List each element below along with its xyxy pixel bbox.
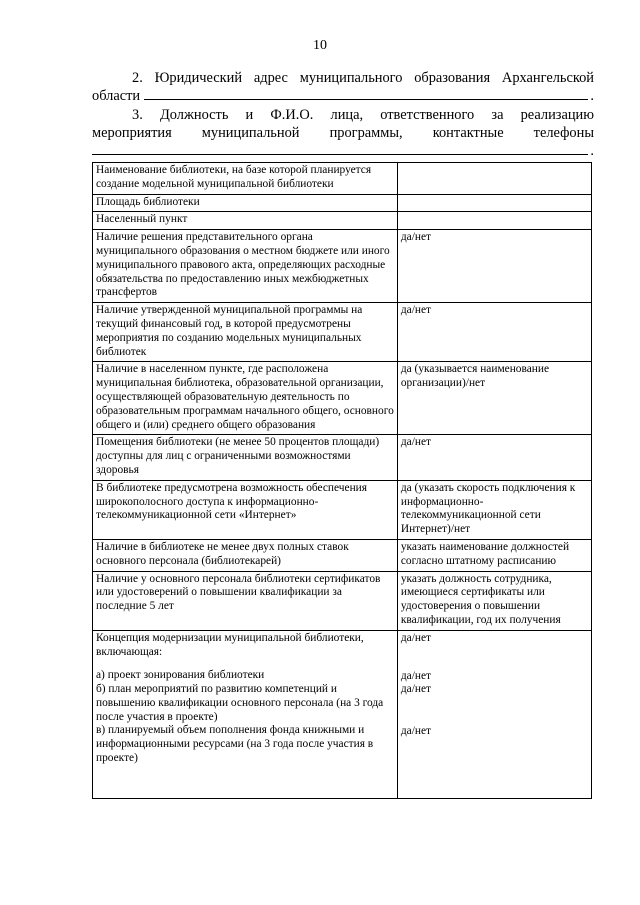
concept-item-staff-plan-value: да/нет bbox=[400, 683, 431, 696]
table-cell-concept-values bbox=[397, 630, 591, 798]
table-cell-concept-label bbox=[93, 630, 398, 798]
concept-item-zoning: а) проект зонирования библиотеки bbox=[96, 669, 265, 682]
spacer bbox=[401, 697, 588, 711]
table-row bbox=[93, 362, 592, 435]
table-cell-value: да (указывается наименование организации)/нет bbox=[397, 362, 591, 435]
table-cell-label: Площадь библиотеки bbox=[93, 194, 398, 212]
table-cell-label: Помещения библиотеки (не менее 50 процентов площади) доступны для лиц с ограниченными возможностями здоровья bbox=[93, 435, 398, 480]
spacer bbox=[401, 711, 588, 725]
legal-address-line-1: 2. Юридический адрес муниципального образования Архангельской bbox=[132, 70, 594, 86]
table-row bbox=[93, 571, 592, 630]
table-cell-value: указать должность сотрудника, имеющиеся сертификаты или удостоверения о повышении квалификации, год их получения bbox=[397, 571, 591, 630]
table-cell-label: В библиотеке предусмотрена возможность обеспечения широкополосного доступа к информационно-телекоммуникационной сети «Интернет» bbox=[93, 480, 398, 539]
table-cell-value: указать наименование должностей согласно штатному расписанию bbox=[397, 539, 591, 571]
concept-item-zoning-value: да/нет bbox=[400, 669, 431, 682]
concept-value: да/нет bbox=[400, 631, 431, 644]
table-row bbox=[93, 480, 592, 539]
table-row bbox=[93, 539, 592, 571]
table-row-concept bbox=[93, 630, 592, 798]
concept-item-staff-plan: б) план мероприятий по развитию компетенций и повышению квалификации основного персонала (на 3 года после участия в проекте) bbox=[96, 683, 384, 723]
table-cell-label: Населенный пункт bbox=[93, 212, 398, 230]
legal-address-blank-line bbox=[144, 98, 588, 100]
table-row bbox=[93, 163, 592, 195]
table-cell-label: Наличие в населенном пункте, где расположена муниципальная библиотека, образовательной организации, осуществляющей образовательную деятельность по образовательным программам начального общего, основного общего и (или) среднего общего образования bbox=[93, 362, 398, 435]
spacer bbox=[401, 646, 588, 660]
table-cell-value: да/нет bbox=[397, 230, 591, 303]
table-cell-value bbox=[397, 163, 591, 195]
legal-address-line-2 bbox=[92, 87, 594, 105]
table-cell-value: да (указать скорость подключения к информационно-телекоммуникационной сети Интернет)/нет bbox=[397, 480, 591, 539]
library-info-table bbox=[92, 162, 592, 799]
table-cell-label: Наличие утвержденной муниципальной программы на текущий финансовый год, в которой предусмотрены мероприятия по созданию модельных муниципальных библиотек bbox=[93, 303, 398, 362]
responsible-person-blank-line bbox=[92, 153, 588, 155]
concept-item-fund-replenishment-value: да/нет bbox=[400, 725, 431, 738]
paragraph-legal-address bbox=[92, 69, 594, 105]
paragraph-responsible-person bbox=[92, 106, 594, 160]
responsible-person-line-3 bbox=[92, 142, 594, 160]
responsible-person-period: . bbox=[590, 143, 594, 159]
legal-address-region-word: области bbox=[92, 88, 141, 104]
table-cell-value bbox=[397, 194, 591, 212]
table-cell-value: да/нет bbox=[397, 435, 591, 480]
responsible-person-line-2: мероприятия муниципальной программы, контактные телефоны bbox=[92, 125, 594, 141]
table-cell-label: Наличие в библиотеке не менее двух полных ставок основного персонала (библиотекарей) bbox=[93, 539, 398, 571]
responsible-person-line-1: 3. Должность и Ф.И.О. лица, ответственного за реализацию bbox=[132, 107, 594, 123]
table-cell-label: Наличие у основного персонала библиотеки сертификатов или удостоверений о повышении квалификации за последние 5 лет bbox=[93, 571, 398, 630]
table-cell-value bbox=[397, 212, 591, 230]
table-row bbox=[93, 435, 592, 480]
table-cell-label: Наличие решения представительного органа муниципального образования о местном бюджете или иного муниципального правового акта, определяющих расходные обязательства по предоставлению иных межбюджетных трансфертов bbox=[93, 230, 398, 303]
table-cell-label: Наименование библиотеки, на базе которой планируется создание модельной муниципальной библиотеки bbox=[93, 163, 398, 195]
table-cell-value: да/нет bbox=[397, 303, 591, 362]
table-row bbox=[93, 303, 592, 362]
table-row bbox=[93, 230, 592, 303]
page-number: 10 bbox=[313, 38, 327, 53]
legal-address-period: . bbox=[590, 88, 594, 104]
concept-item-fund-replenishment: в) планируемый объем пополнения фонда книжными и информационными ресурсами (на 3 года после участия в проекте) bbox=[96, 724, 374, 765]
table-row bbox=[93, 194, 592, 212]
concept-heading: Концепция модернизации муниципальной библиотеки, включающая: bbox=[96, 631, 364, 658]
table-row bbox=[93, 212, 592, 230]
